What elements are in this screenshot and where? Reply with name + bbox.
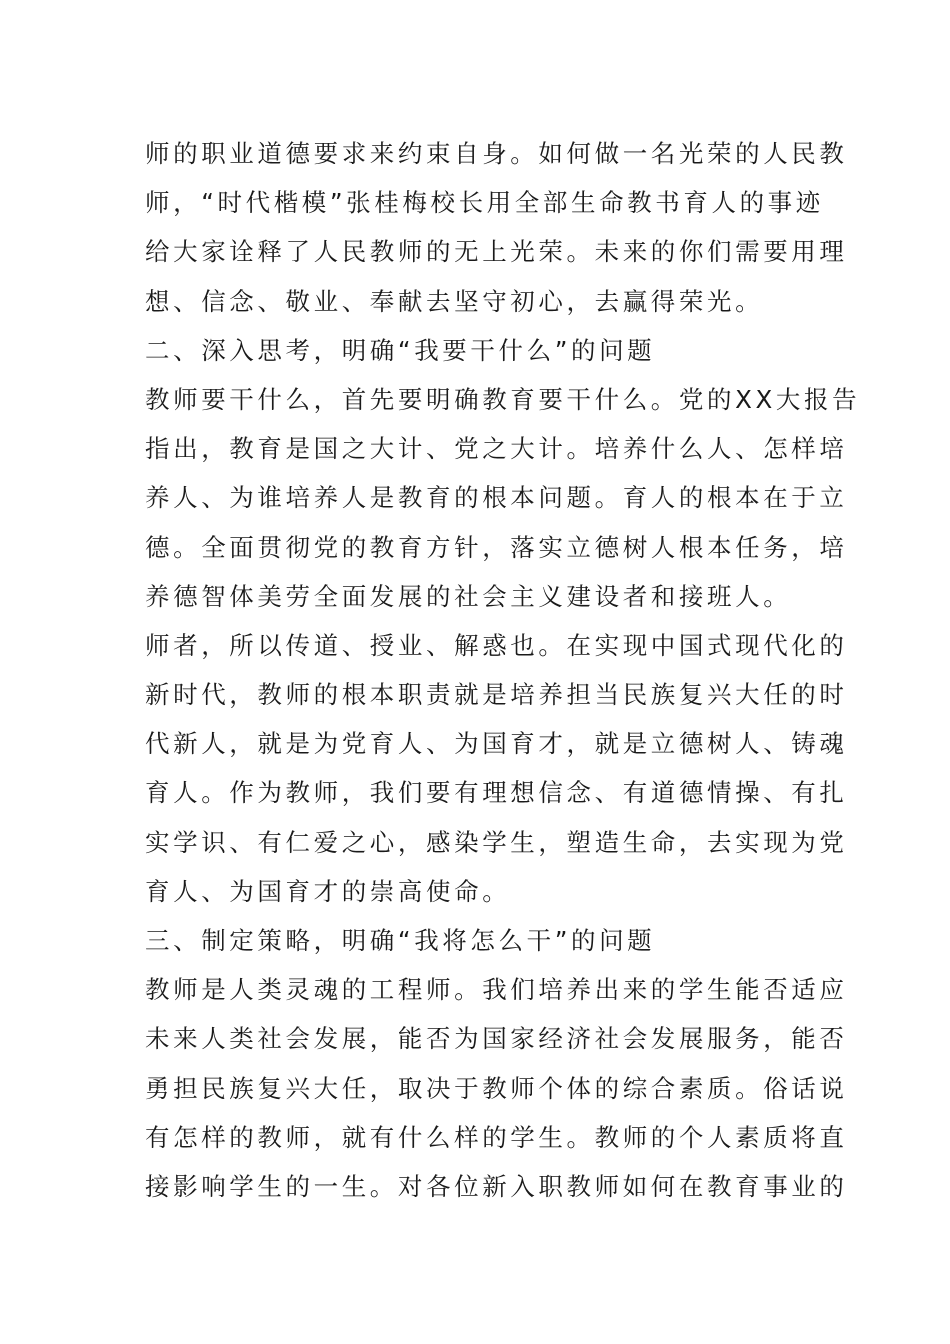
text-line: 实学识、有仁爱之心，感染学生，塑造生命，去实现为党 bbox=[145, 827, 848, 857]
text-line: 师者，所以传道、授业、解惑也。在实现中国式现代化的 bbox=[145, 630, 848, 660]
text-line: 未来人类社会发展，能否为国家经济社会发展服务，能否 bbox=[145, 1024, 848, 1054]
text-line: 指出，教育是国之大计、党之大计。培养什么人、怎样培 bbox=[145, 434, 848, 464]
text-line: 师的职业道德要求来约束自身。如何做一名光荣的人民教 bbox=[145, 139, 848, 168]
document-body bbox=[145, 129, 861, 1211]
text-line: 教师是人类灵魂的工程师。我们培养出来的学生能否适应 bbox=[145, 975, 848, 1005]
text-line: 代新人，就是为党育人、为国育才，就是立德树人、铸魂 bbox=[145, 729, 848, 759]
text-line: 德。全面贯彻党的教育方针，落实立德树人根本任务，培 bbox=[145, 532, 848, 562]
text-line: 勇担民族复兴大任，取决于教师个体的综合素质。俗话说 bbox=[145, 1073, 848, 1103]
text-line: 养德智体美劳全面发展的社会主义建设者和接班人。 bbox=[145, 581, 792, 611]
text-line: 养人、为谁培养人是教育的根本问题。育人的根本在于立 bbox=[145, 483, 848, 513]
text-line: 接影响学生的一生。对各位新入职教师如何在教育事业的 bbox=[145, 1171, 848, 1201]
text-line: 想、信念、敬业、奉献去坚守初心，去赢得荣光。 bbox=[145, 286, 764, 316]
text-line: 三、制定策略，明确“我将怎么干”的问题 bbox=[145, 926, 656, 955]
text-line: 给大家诠释了人民教师的无上光荣。未来的你们需要用理 bbox=[145, 237, 848, 267]
text-line: 育人。作为教师，我们要有理想信念、有道德情操、有扎 bbox=[145, 778, 848, 808]
text-line: 师，“时代楷模”张桂梅校长用全部生命教书育人的事迹 bbox=[145, 188, 824, 218]
text-line: 新时代，教师的根本职责就是培养担当民族复兴大任的时 bbox=[145, 680, 848, 710]
text-line: 二、深入思考，明确“我要干什么”的问题 bbox=[145, 335, 656, 365]
text-line: 有怎样的教师，就有什么样的学生。教师的个人素质将直 bbox=[145, 1122, 848, 1152]
text-line: 育人、为国育才的崇高使命。 bbox=[145, 876, 511, 906]
text-line: 教师要干什么，首先要明确教育要干什么。党的XX大报告 bbox=[145, 384, 861, 414]
